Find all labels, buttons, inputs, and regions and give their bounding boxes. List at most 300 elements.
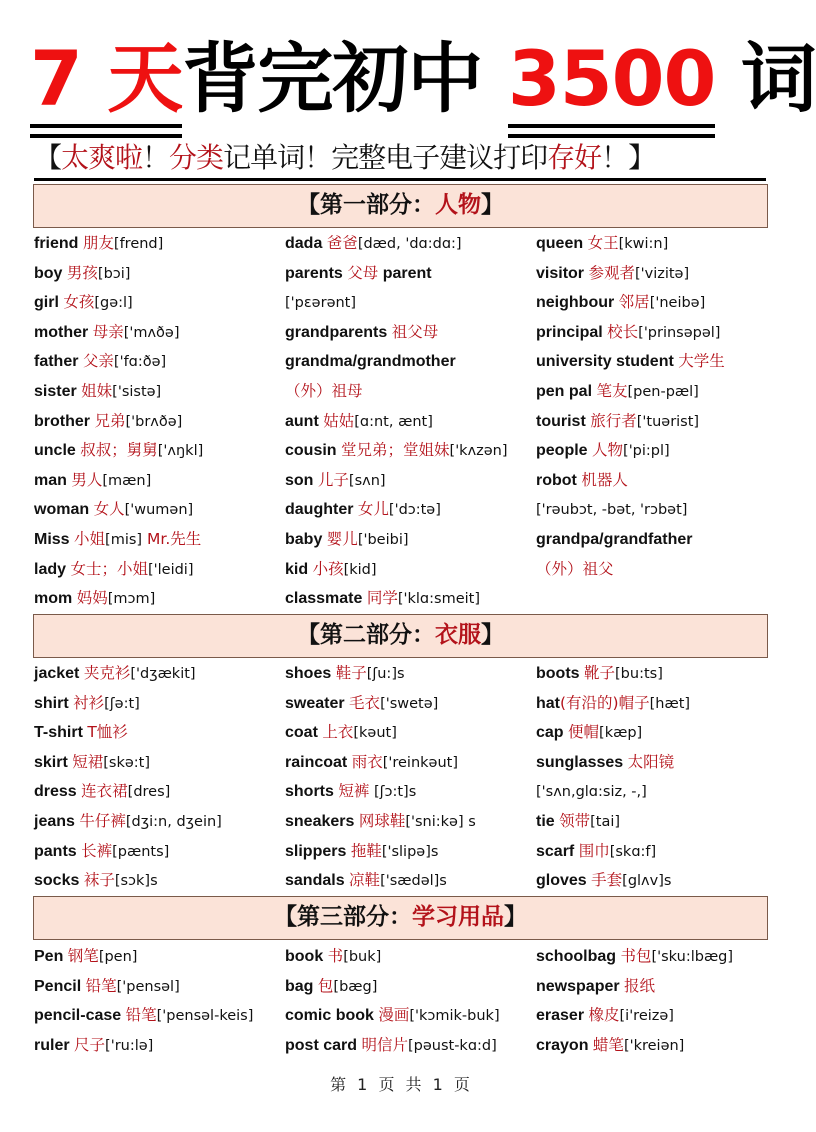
vocab-grid-clothes [34,659,774,896]
english-word: kid [285,560,309,578]
vocab-entry [536,972,774,1002]
section-suffix: 】 [481,622,504,648]
chinese-meaning: 堂兄弟；堂姐妹 [341,441,450,460]
english-word: boy [34,264,63,282]
phonetic: [skɑ:f] [609,843,657,860]
phonetic: ['sʌn,glɑ:siz, -,] [536,784,647,801]
phonetic: ['sku:lbæg] [651,949,734,965]
subtitle-seg1: 太爽啦 [61,141,143,174]
vocab-entry [34,407,285,437]
english-word: queen [536,235,584,252]
english-word: post card [285,1036,358,1054]
english-word: sunglasses [536,753,624,771]
english-word: coat [285,724,318,742]
english-word: aunt [285,412,319,430]
vocab-entry [34,347,285,377]
section-name: 人物 [435,192,481,218]
phonetic: [bæg] [333,978,378,995]
phonetic: ['tuərist] [636,413,700,430]
phonetic: ['wumən] [124,502,194,519]
chinese-meaning: 女士；小姐 [70,559,148,578]
phonetic: [dres] [127,784,171,801]
vocab-entry [536,584,774,614]
english-word: skirt [34,753,68,771]
vocab-entry [285,436,536,466]
chinese-meaning: 钢笔 [67,947,99,965]
phonetic: [ɑ:nt, ænt] [354,413,433,430]
phonetic: ['kʌzən] [449,443,508,460]
phonetic: [kwi:n] [618,236,669,252]
english-word: ruler [34,1036,70,1054]
vocab-entry [34,718,285,748]
english-word: principal [536,323,603,341]
vocab-entry [536,866,774,896]
english-word: grandparents [285,323,388,341]
phonetic: ['neibə] [649,295,706,312]
english-word: lady [34,560,67,578]
vocab-entry [536,748,774,778]
vocab-entry [34,748,285,778]
english-word: uncle [34,442,76,460]
english-word: robot [536,471,577,489]
chinese-meaning: 父亲 [82,352,114,371]
chinese-meaning: 姑姑 [323,411,355,430]
vocab-entry [285,866,536,896]
vocab-entry [285,777,536,807]
vocab-entry [285,718,536,748]
chinese-meaning: 漫画 [378,1006,410,1025]
phonetic: ['leidi] [147,561,194,578]
vocab-entry [285,347,536,377]
english-word: Pen [34,948,64,965]
chinese-meaning: 短裤 [338,782,370,801]
vocab-entry [285,972,536,1002]
chinese-meaning: 牛仔裤 [79,811,126,830]
vocab-entry [34,1001,285,1031]
phonetic: ['kɔmik-buk] [409,1008,500,1025]
chinese-meaning: 旅行者 [590,411,637,430]
phonetic: [mæn] [102,472,152,489]
vocab-grid-school-supplies [34,942,774,1060]
chinese-meaning: 母亲 [92,322,124,341]
vocab-entry [285,584,536,614]
phonetic: [kəut] [353,725,397,742]
english-word: tie [536,812,555,830]
english-word: schoolbag [536,948,617,965]
phonetic: ['dɔ:tə] [388,502,441,519]
chinese-meaning: 橡皮 [588,1006,620,1025]
chinese-meaning: 报纸 [624,976,656,995]
vocab-entry [536,407,774,437]
section-prefix: 【第三部分： [274,904,412,930]
section-suffix: 】 [504,904,527,930]
vocab-entry [34,659,285,689]
chinese-meaning: 父母 [347,263,379,282]
phonetic: [pen] [98,949,138,965]
phonetic: [dæd, 'dɑ:dɑ:] [357,236,462,252]
vocab-entry [34,495,285,525]
english-word: daughter [285,501,354,519]
english-word: pencil-case [34,1007,122,1025]
english-word: people [536,442,588,460]
vocab-entry [285,229,536,259]
chinese-meaning: 明信片 [361,1035,408,1054]
vocab-entry [536,837,774,867]
chinese-meaning: 铅笔 [85,976,117,995]
phonetic: [ʃə:t] [104,695,140,712]
english-word: woman [34,501,90,519]
phonetic: [pəust-kɑ:d] [407,1037,497,1054]
english-word: pants [34,842,77,860]
phonetic: ['sædəl]s [380,873,447,890]
chinese-meaning: 兄弟 [94,411,126,430]
chinese-meaning: 女儿 [357,500,389,519]
chinese-meaning: 大学生 [678,352,725,371]
vocab-entry [285,1031,536,1061]
english-word: hat [536,694,560,712]
vocab-entry [34,1031,285,1061]
vocab-entry [536,777,774,807]
vocab-entry [34,229,285,259]
section-header-people [33,184,768,228]
phonetic: [mɔm] [107,591,156,608]
phonetic: [frend] [113,236,164,252]
vocab-entry [285,555,536,585]
english-word: father [34,353,79,371]
phonetic: [tai] [590,813,621,830]
english-word: mother [34,323,89,341]
chinese-meaning: 袜子 [83,871,115,890]
vocab-entry [536,659,774,689]
english-word: sandals [285,872,345,890]
phonetic: ['sistə] [112,383,162,400]
vocab-entry [536,229,774,259]
section-name: 衣服 [435,622,481,648]
chinese-meaning: 小孩 [312,559,344,578]
chinese-meaning: 小姐 [74,529,106,548]
vocab-entry [34,259,285,289]
chinese-meaning: T恤衫 [87,723,128,742]
chinese-meaning: 短裙 [72,752,104,771]
english-word: girl [34,294,59,312]
phonetic: [buk] [343,949,382,965]
section-header-clothes [33,614,768,658]
phonetic: [kæp] [599,725,643,742]
phonetic: ['pensəl-keis] [156,1008,254,1025]
english-word: neighbour [536,294,615,312]
english-word: tourist [536,412,586,430]
vocab-entry [285,407,536,437]
phonetic: ['reinkəut] [382,754,458,771]
vocab-entry [536,718,774,748]
chinese-meaning: 围巾 [578,841,610,860]
english-word: comic book [285,1007,374,1025]
phonetic: ['fɑ:ðə] [113,354,167,371]
phonetic: ['swetə] [380,695,439,712]
phonetic: [bu:ts] [615,666,663,682]
english-word: slippers [285,842,347,860]
section-prefix: 【第一部分： [297,192,435,218]
vocab-entry [285,807,536,837]
chinese-meaning: 长裤 [81,841,113,860]
english-word: son [285,471,314,489]
vocab-entry [34,866,285,896]
vocab-entry [536,436,774,466]
subtitle-bang: ！ [142,141,170,174]
chinese-meaning: 尺子 [74,1035,106,1054]
section-suffix: 】 [481,192,504,218]
phonetic: [kid] [343,561,377,578]
chinese-meaning: 男孩 [66,263,98,282]
phonetic: [ʃu:]s [366,666,405,682]
section-header-school-supplies [33,896,768,940]
chinese-meaning: 太阳镜 [627,752,675,771]
chinese-extra: Mr.先生 [142,529,202,548]
chinese-meaning: （外）祖父 [536,559,614,578]
english-word: Miss [34,530,70,548]
vocab-entry [536,555,774,585]
vocab-entry [285,318,536,348]
chinese-meaning: 婴儿 [326,529,358,548]
vocab-entry [34,288,285,318]
subtitle-open-bracket: 【 [34,141,62,174]
subtitle-seg2: 分类 [169,141,224,174]
phonetic: [hæt] [649,695,691,712]
chinese-meaning: 凉鞋 [349,871,381,890]
vocab-entry [285,942,536,972]
vocab-entry [34,942,285,972]
chinese-meaning: 雨衣 [351,752,383,771]
chinese-meaning: 书包 [620,947,652,965]
chinese-meaning: 女孩 [63,293,95,312]
phonetic: ['klɑ:smeit] [397,591,480,608]
vocab-entry [285,837,536,867]
subtitle-seg3: 记单词！完整电子建议打印 [223,141,548,174]
english-word: socks [34,872,80,890]
english-word: sweater [285,694,345,712]
english-word: visitor [536,264,585,282]
english-word: parents [285,264,343,282]
chinese-meaning: 领带 [559,811,591,830]
phonetic: ['pensəl] [116,978,180,995]
english-word: cousin [285,442,337,460]
phonetic: ['ru:lə] [105,1037,154,1054]
chinese-meaning: 人物 [592,441,624,460]
chinese-meaning: 拖鞋 [350,841,382,860]
vocab-entry [536,259,774,289]
chinese-meaning: 邻居 [618,293,650,312]
vocab-entry [34,777,285,807]
english-word: book [285,948,324,965]
chinese-meaning: 姐妹 [81,381,113,400]
phonetic: ['kreiən] [623,1037,685,1054]
english-word: brother [34,412,90,430]
chinese-meaning: 笔友 [596,381,628,400]
vocab-entry [285,377,536,407]
english-word: pen pal [536,382,593,400]
english-word: grandma/grandmother [285,353,456,371]
vocab-entry [536,1001,774,1031]
english-word: sneakers [285,812,355,830]
phonetic: [dʒi:n, dʒein] [125,813,222,830]
phonetic: ['dʒækit] [130,666,196,682]
english-word: cap [536,724,564,742]
chinese-meaning: 爸爸 [326,234,358,252]
vocab-entry [536,288,774,318]
english-word: raincoat [285,753,348,771]
phonetic: ['sni:kə] s [405,813,476,830]
chinese-meaning: 参观者 [588,263,635,282]
phonetic: ['rəubɔt, -bət, 'rɔbət] [536,502,688,519]
chinese-meaning: 男人 [71,470,103,489]
english-word: eraser [536,1007,585,1025]
page-title [30,34,816,130]
title-end: 词 [740,34,816,123]
chinese-meaning: （外）祖母 [285,381,363,400]
english-word: shirt [34,694,69,712]
vocab-entry [536,495,774,525]
vocab-entry [34,689,285,719]
chinese-meaning: 连衣裙 [81,782,128,801]
vocab-entry [34,555,285,585]
english-word: jacket [34,665,80,682]
phonetic: ['vizitə] [634,265,690,282]
english-word: shorts [285,783,334,801]
vocab-entry [285,1001,536,1031]
chinese-meaning: 夹克衫 [83,664,131,682]
english-word: Pencil [34,977,82,995]
page-footer: 第 1 页 共 1 页 [330,1075,470,1094]
vocab-entry [34,837,285,867]
english-word: baby [285,530,323,548]
subtitle-seg4: 存好 [547,141,602,174]
vocab-entry [285,259,536,289]
chinese-meaning: 上衣 [322,723,354,742]
chinese-meaning: 祖父母 [391,322,439,341]
vocab-entry [285,466,536,496]
english-word: bag [285,977,314,995]
phonetic: [ʃɔ:t]s [369,784,417,801]
vocab-entry [285,659,536,689]
phonetic: [sɔk]s [114,873,158,890]
title-middle: 背完初中 [182,34,483,123]
vocab-entry [285,495,536,525]
vocab-entry [536,1031,774,1061]
section-name: 学习用品 [412,904,504,930]
english-word-extra: parent [378,264,432,282]
chinese-meaning: 网球鞋 [358,811,406,830]
english-word: university student [536,353,674,371]
chinese-meaning: 朋友 [82,234,114,252]
vocab-entry [34,807,285,837]
vocab-entry [536,466,774,496]
english-word: dress [34,783,77,801]
chinese-meaning: 手套 [591,871,623,890]
chinese-meaning: 同学 [366,589,398,608]
chinese-meaning: (有沿的)帽子 [560,693,650,712]
chinese-meaning: 机器人 [581,470,628,489]
english-word: gloves [536,872,587,890]
english-word: shoes [285,665,332,682]
chinese-meaning: 校长 [607,322,639,341]
vocab-entry [34,318,285,348]
vocab-entry [536,807,774,837]
chinese-meaning: 铅笔 [125,1006,157,1025]
phonetic: ['prinsəpəl] [638,324,721,341]
vocab-entry [285,748,536,778]
phonetic: [gə:l] [94,295,133,312]
vocab-entry [536,689,774,719]
english-word: man [34,471,67,489]
vocab-entry [34,584,285,614]
english-word: jeans [34,812,75,830]
english-word: classmate [285,590,363,608]
phonetic: [pen-pæl] [627,383,699,400]
phonetic: ['brʌðə] [125,413,183,430]
english-word: dada [285,235,323,252]
vocab-entry [34,377,285,407]
english-word: newspaper [536,977,620,995]
english-word: T-shirt [34,724,83,742]
phonetic: [i'reizə] [619,1008,674,1025]
title-days: 7 天 [30,34,183,123]
subtitle [34,138,766,181]
chinese-meaning: 靴子 [584,664,616,682]
vocab-entry [536,318,774,348]
phonetic: [bɔi] [97,265,131,282]
chinese-meaning: 毛衣 [349,693,381,712]
english-word: crayon [536,1036,589,1054]
english-word: mom [34,590,73,608]
subtitle-close: ！】 [601,141,656,174]
phonetic: ['mʌðə] [123,324,180,341]
phonetic: ['pi:pl] [623,443,670,460]
phonetic: [pænts] [112,843,170,860]
chinese-meaning: 妈妈 [76,589,108,608]
chinese-meaning: 书 [327,947,344,965]
english-word: boots [536,665,580,682]
vocab-entry [34,525,285,555]
chinese-meaning: 包 [317,976,334,995]
english-word: friend [34,235,79,252]
phonetic: ['slipə]s [381,843,439,860]
chinese-meaning: 女人 [93,500,125,519]
phonetic: [glʌv]s [622,873,672,890]
chinese-meaning: 便帽 [568,723,600,742]
phonetic: [mis] [105,531,143,548]
chinese-meaning: 儿子 [317,470,349,489]
section-prefix: 【第二部分： [297,622,435,648]
vocab-entry [34,972,285,1002]
vocab-entry [536,377,774,407]
english-word: grandpa/grandfather [536,530,693,548]
english-word: sister [34,382,77,400]
phonetic: ['beibi] [357,531,409,548]
chinese-meaning: 女王 [587,234,619,252]
vocab-entry [536,347,774,377]
vocab-entry [34,436,285,466]
phonetic: [sʌn] [348,472,386,489]
vocab-entry [536,525,774,555]
chinese-meaning: 鞋子 [335,664,367,682]
vocab-entry [285,288,536,318]
vocab-entry [34,466,285,496]
phonetic: ['pɛərənt] [285,295,357,312]
chinese-meaning: 衬衫 [73,693,105,712]
vocab-entry [536,942,774,972]
chinese-meaning: 叔叔；舅舅 [80,441,158,460]
vocab-entry [285,689,536,719]
